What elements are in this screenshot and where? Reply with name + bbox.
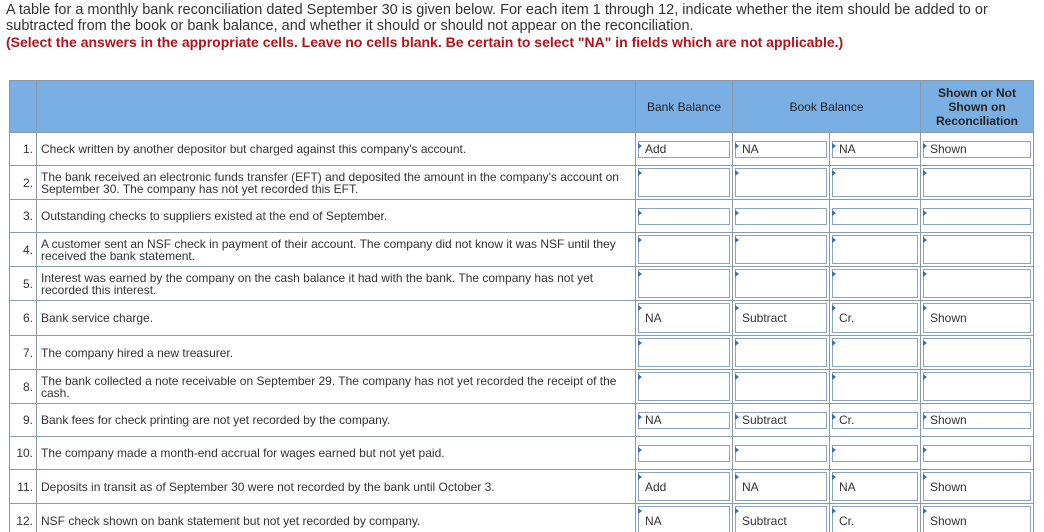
book2-selected-value: NA [839, 479, 856, 494]
row-number: 1. [10, 133, 37, 166]
header-desc [37, 81, 636, 133]
book2-selected-value: Cr. [839, 513, 855, 528]
dropdown-arrow-icon [638, 508, 642, 514]
dropdown-arrow-icon [832, 340, 836, 346]
book-dropdown[interactable] [735, 168, 827, 197]
shown-selected-value: Shown [930, 513, 967, 528]
bank-select-cell [636, 200, 733, 233]
table-row [10, 336, 1034, 370]
row-description: The company made a month-end accrual for wages earned but not yet paid. [37, 437, 636, 470]
row-number: 12. [10, 504, 37, 532]
book2-selected-value: Cr. [839, 311, 855, 325]
row-number: 10. [10, 437, 37, 470]
book2-select-cell [830, 301, 921, 336]
shown-select-cell [921, 233, 1034, 267]
book2-select-cell [830, 504, 921, 532]
book2-dropdown[interactable] [832, 168, 918, 197]
dropdown-arrow-icon [638, 374, 642, 380]
row-number: 7. [10, 336, 37, 370]
book2-dropdown[interactable] [832, 338, 918, 367]
row-number: 11. [10, 470, 37, 504]
table-row [10, 301, 1034, 336]
shown-select-cell [921, 336, 1034, 370]
row-description: Outstanding checks to suppliers existed at the end of September. [37, 200, 636, 233]
dropdown-arrow-icon [638, 305, 642, 311]
row-description: A customer sent an NSF check in payment of their account. The company did not know it was NSF until they received the bank statement. [37, 233, 636, 267]
row-description: NSF check shown on bank statement but not yet recorded by company. [37, 504, 636, 532]
reconciliation-table [9, 80, 1034, 532]
book-select-cell [733, 336, 830, 370]
row-description: Bank service charge. [37, 301, 636, 336]
shown-select-cell [921, 166, 1034, 200]
table-row [10, 370, 1034, 404]
table-body [10, 133, 1034, 532]
dropdown-arrow-icon [735, 447, 739, 453]
book2-select-cell [830, 336, 921, 370]
dropdown-arrow-icon [638, 237, 642, 243]
row-description: The company hired a new treasurer. [37, 336, 636, 370]
shown-dropdown[interactable] [923, 472, 1031, 501]
bank-dropdown[interactable] [638, 303, 730, 333]
book2-select-cell [830, 267, 921, 301]
dropdown-arrow-icon [638, 210, 642, 216]
shown-dropdown[interactable] [923, 372, 1031, 401]
book2-select-cell [830, 200, 921, 233]
row-description: The bank collected a note receivable on September 29. The company has not yet recorded the receipt of the cash. [37, 370, 636, 404]
bank-select-cell [636, 437, 733, 470]
book-dropdown[interactable] [735, 506, 827, 532]
dropdown-arrow-icon [832, 447, 836, 453]
bank-selected-value: NA [645, 513, 662, 528]
dropdown-arrow-icon [832, 210, 836, 216]
table-row [10, 267, 1034, 301]
bank-select-cell [636, 470, 733, 504]
table-row [10, 404, 1034, 437]
dropdown-arrow-icon [923, 271, 927, 277]
row-number: 5. [10, 267, 37, 301]
book-selected-value: Subtract [742, 513, 787, 528]
dropdown-arrow-icon [923, 210, 927, 216]
table-row [10, 437, 1034, 470]
shown-selected-value: Shown [930, 311, 967, 325]
book-dropdown[interactable] [735, 235, 827, 264]
book-dropdown[interactable] [735, 208, 827, 225]
dropdown-arrow-icon [832, 414, 836, 420]
dropdown-arrow-icon [923, 508, 927, 514]
book-select-cell [733, 200, 830, 233]
table-row [10, 166, 1034, 200]
book2-selected-value: NA [839, 142, 856, 156]
dropdown-arrow-icon [735, 508, 739, 514]
book-dropdown[interactable] [735, 412, 827, 429]
dropdown-arrow-icon [735, 210, 739, 216]
bank-dropdown[interactable] [638, 372, 730, 401]
dropdown-arrow-icon [735, 305, 739, 311]
row-number: 3. [10, 200, 37, 233]
book2-select-cell [830, 370, 921, 404]
row-description: The bank received an electronic funds transfer (EFT) and deposited the amount in the company's account on September 30. The company has not yet recorded this EFT. [37, 166, 636, 200]
bank-select-cell [636, 336, 733, 370]
book-select-cell [733, 133, 830, 166]
dropdown-arrow-icon [638, 271, 642, 277]
dropdown-arrow-icon [923, 237, 927, 243]
shown-dropdown[interactable] [923, 141, 1031, 158]
book-select-cell [733, 504, 830, 532]
book-select-cell [733, 470, 830, 504]
row-description: Interest was earned by the company on the cash balance it had with the bank. The company has not yet recorded this interest. [37, 267, 636, 301]
row-description: Bank fees for check printing are not yet recorded by the company. [37, 404, 636, 437]
dropdown-arrow-icon [923, 305, 927, 311]
row-number: 4. [10, 233, 37, 267]
dropdown-arrow-icon [638, 414, 642, 420]
book-select-cell [733, 437, 830, 470]
shown-select-cell [921, 200, 1034, 233]
book2-dropdown[interactable] [832, 445, 918, 462]
bank-dropdown[interactable] [638, 445, 730, 462]
bank-selected-value: Add [645, 479, 667, 494]
dropdown-arrow-icon [923, 374, 927, 380]
book-selected-value: NA [742, 142, 759, 156]
bank-select-cell [636, 233, 733, 267]
dropdown-arrow-icon [638, 474, 642, 480]
shown-select-cell [921, 133, 1034, 166]
dropdown-arrow-icon [923, 414, 927, 420]
table-header-row [10, 81, 1034, 133]
shown-selected-value: Shown [930, 142, 967, 156]
book-dropdown[interactable] [735, 445, 827, 462]
book-dropdown[interactable] [735, 303, 827, 333]
bank-dropdown[interactable] [638, 269, 730, 298]
table-row [10, 470, 1034, 504]
bank-select-cell [636, 166, 733, 200]
book-dropdown[interactable] [735, 338, 827, 367]
shown-select-cell [921, 470, 1034, 504]
row-description: Check written by another depositor but charged against this company's account. [37, 133, 636, 166]
book2-dropdown[interactable] [832, 141, 918, 158]
shown-dropdown[interactable] [923, 168, 1031, 197]
dropdown-arrow-icon [923, 447, 927, 453]
table-row [10, 504, 1034, 532]
header-shown: Shown or Not Shown on Reconciliation [921, 81, 1034, 133]
book2-dropdown[interactable] [832, 303, 918, 333]
book-dropdown[interactable] [735, 269, 827, 298]
dropdown-arrow-icon [735, 237, 739, 243]
table-row [10, 233, 1034, 267]
bank-dropdown[interactable] [638, 472, 730, 501]
bank-selected-value: NA [645, 311, 662, 325]
book-selected-value: Subtract [742, 413, 787, 427]
book2-select-cell [830, 166, 921, 200]
bank-dropdown[interactable] [638, 168, 730, 197]
bank-select-cell [636, 404, 733, 437]
book2-select-cell [830, 233, 921, 267]
dropdown-arrow-icon [638, 340, 642, 346]
bank-dropdown[interactable] [638, 141, 730, 158]
book2-select-cell [830, 404, 921, 437]
bank-select-cell [636, 301, 733, 336]
book-select-cell [733, 233, 830, 267]
shown-dropdown[interactable] [923, 412, 1031, 429]
dropdown-arrow-icon [735, 474, 739, 480]
bank-dropdown[interactable] [638, 412, 730, 429]
bank-dropdown[interactable] [638, 208, 730, 225]
book-selected-value: Subtract [742, 311, 787, 325]
shown-dropdown[interactable] [923, 303, 1031, 333]
book2-dropdown[interactable] [832, 235, 918, 264]
shown-select-cell [921, 267, 1034, 301]
book2-dropdown[interactable] [832, 472, 918, 501]
shown-dropdown[interactable] [923, 445, 1031, 462]
dropdown-arrow-icon [638, 447, 642, 453]
dropdown-arrow-icon [735, 340, 739, 346]
reconciliation-table-wrapper [9, 80, 1033, 532]
bank-select-cell [636, 267, 733, 301]
shown-select-cell [921, 437, 1034, 470]
shown-select-cell [921, 404, 1034, 437]
header-bank-balance: Bank Balance [636, 81, 733, 133]
bank-selected-value: NA [645, 413, 662, 427]
book2-dropdown[interactable] [832, 372, 918, 401]
table-row [10, 133, 1034, 166]
book2-selected-value: Cr. [839, 413, 855, 427]
bank-dropdown[interactable] [638, 235, 730, 264]
shown-dropdown[interactable] [923, 208, 1031, 225]
dropdown-arrow-icon [638, 143, 642, 149]
book2-dropdown[interactable] [832, 269, 918, 298]
book2-select-cell [830, 470, 921, 504]
bank-select-cell [636, 504, 733, 532]
bank-dropdown[interactable] [638, 506, 730, 532]
instructions-main: A table for a monthly bank reconciliation dated September 30 is given below. For each item 1 through 12, indicate whether the item should be added to or subtracted from the book or bank balance, and whether it should or should not appear on the reconciliation. [6, 2, 988, 34]
header-num [10, 81, 37, 133]
dropdown-arrow-icon [832, 474, 836, 480]
shown-dropdown[interactable] [923, 269, 1031, 298]
instructions [6, 2, 1006, 50]
shown-select-cell [921, 504, 1034, 532]
table-row [10, 200, 1034, 233]
shown-selected-value: Shown [930, 413, 967, 427]
dropdown-arrow-icon [923, 170, 927, 176]
shown-dropdown[interactable] [923, 235, 1031, 264]
book-select-cell [733, 404, 830, 437]
row-number: 2. [10, 166, 37, 200]
bank-selected-value: Add [645, 142, 667, 156]
book-select-cell [733, 166, 830, 200]
row-number: 6. [10, 301, 37, 336]
book2-dropdown[interactable] [832, 506, 918, 532]
book2-select-cell [830, 437, 921, 470]
book2-select-cell [830, 133, 921, 166]
dropdown-arrow-icon [923, 143, 927, 149]
book-select-cell [733, 267, 830, 301]
row-description: Deposits in transit as of September 30 were not recorded by the bank until October 3. [37, 470, 636, 504]
dropdown-arrow-icon [923, 474, 927, 480]
shown-select-cell [921, 301, 1034, 336]
dropdown-arrow-icon [832, 305, 836, 311]
header-book-balance: Book Balance [733, 81, 921, 133]
dropdown-arrow-icon [832, 170, 836, 176]
book-dropdown[interactable] [735, 141, 827, 158]
shown-select-cell [921, 370, 1034, 404]
book-select-cell [733, 370, 830, 404]
book-dropdown[interactable] [735, 472, 827, 501]
dropdown-arrow-icon [832, 271, 836, 277]
book-selected-value: NA [742, 479, 759, 494]
shown-dropdown[interactable] [923, 338, 1031, 367]
dropdown-arrow-icon [923, 340, 927, 346]
dropdown-arrow-icon [735, 170, 739, 176]
dropdown-arrow-icon [735, 374, 739, 380]
book2-dropdown[interactable] [832, 208, 918, 225]
dropdown-arrow-icon [832, 508, 836, 514]
book2-dropdown[interactable] [832, 412, 918, 429]
row-number: 8. [10, 370, 37, 404]
shown-selected-value: Shown [930, 479, 967, 494]
instructions-note: (Select the answers in the appropriate cells. Leave no cells blank. Be certain to select "NA" in fields which are not applicable.) [6, 34, 844, 50]
book-dropdown[interactable] [735, 372, 827, 401]
dropdown-arrow-icon [832, 143, 836, 149]
shown-dropdown[interactable] [923, 506, 1031, 532]
dropdown-arrow-icon [832, 374, 836, 380]
dropdown-arrow-icon [832, 237, 836, 243]
dropdown-arrow-icon [638, 170, 642, 176]
dropdown-arrow-icon [735, 414, 739, 420]
dropdown-arrow-icon [735, 143, 739, 149]
row-number: 9. [10, 404, 37, 437]
book-select-cell [733, 301, 830, 336]
bank-select-cell [636, 133, 733, 166]
bank-select-cell [636, 370, 733, 404]
bank-dropdown[interactable] [638, 338, 730, 367]
dropdown-arrow-icon [735, 271, 739, 277]
